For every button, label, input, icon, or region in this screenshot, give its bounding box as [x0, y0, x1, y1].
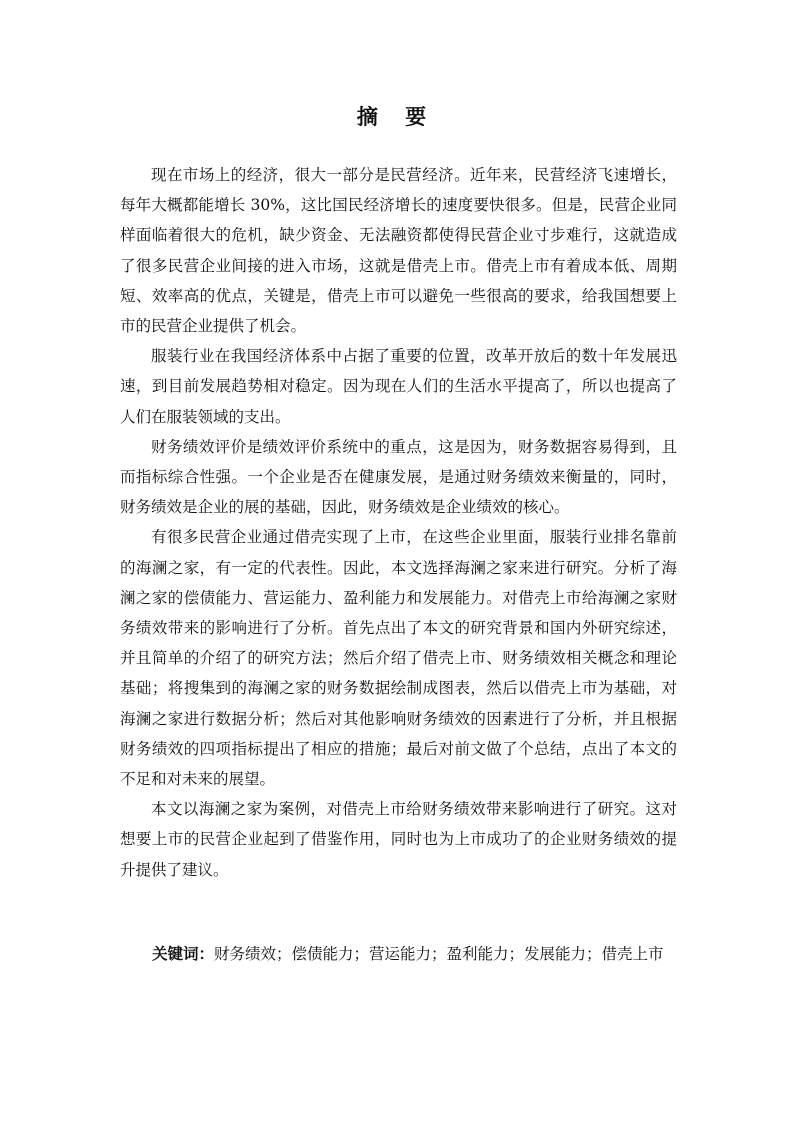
- abstract-paragraph-4: 有很多民营企业通过借壳实现了上市，在这些企业里面，服装行业排名靠前的海澜之家，有一定的代表性。因此，本文选择海澜之家来进行研究。分析了海澜之家的偿债能力、营运能力、盈利能力和发展能力。对借壳上市给海澜之家财务绩效带来的影响进行了分析。首先点出了本文的研究背景和国内外研究综述，并且简单的介绍了的研究方法；然后介绍了借壳上市、财务绩效相关概念和理论基础；将搜集到的海澜之家的财务数据绘制成图表，然后以借壳上市为基础，对海澜之家进行数据分析；然后对其他影响财务绩效的因素进行了分析，并且根据财务绩效的四项指标提出了相应的措施；最后对前文做了个总结，点出了本文的不足和对未来的展望。: [120, 528, 677, 789]
- keywords-value: 财务绩效；偿债能力；营运能力；盈利能力；发展能力；借壳上市: [214, 945, 664, 963]
- abstract-paragraph-3: 财务绩效评价是绩效评价系统中的重点，这是因为，财务数据容易得到，且而指标综合性强。一个企业是否在健康发展，是通过财务绩效来衡量的，同时，财务绩效是企业的展的基础，因此，财务绩效是企业绩效的核心。: [120, 437, 677, 517]
- abstract-paragraph-2: 服装行业在我国经济体系中占据了重要的位置，改革开放后的数十年发展迅速，到目前发展趋势相对稳定。因为现在人们的生活水平提高了，所以也提高了人们在服装领域的支出。: [120, 347, 677, 426]
- keywords-line: [152, 939, 692, 969]
- keywords-label: 关键词：: [152, 944, 215, 963]
- abstract-paragraph-1: 现在市场上的经济，很大一部分是民营经济。近年来，民营经济飞速增长，每年大概都能增长 30%，这比国民经济增长的速度要快很多。但是，民营企业同样面临着很大的危机，缺少资金、无法融资都使得民营企业寸步难行，这就造成了很多民营企业间接的进入市场，这就是借壳上市。借壳上市有着成本低、周期短、效率高的优点，关键是，借壳上市可以避免一些很高的要求，给我国想要上市的民营企业提供了机会。: [120, 166, 677, 336]
- abstract-title: 摘 要: [356, 104, 437, 129]
- abstract-body: [120, 160, 677, 885]
- abstract-paragraph-5: 本文以海澜之家为案例，对借壳上市给财务绩效带来影响进行了研究。这对想要上市的民营企业起到了借鉴作用，同时也为上市成功了的企业财务绩效的提升提供了建议。: [120, 800, 677, 879]
